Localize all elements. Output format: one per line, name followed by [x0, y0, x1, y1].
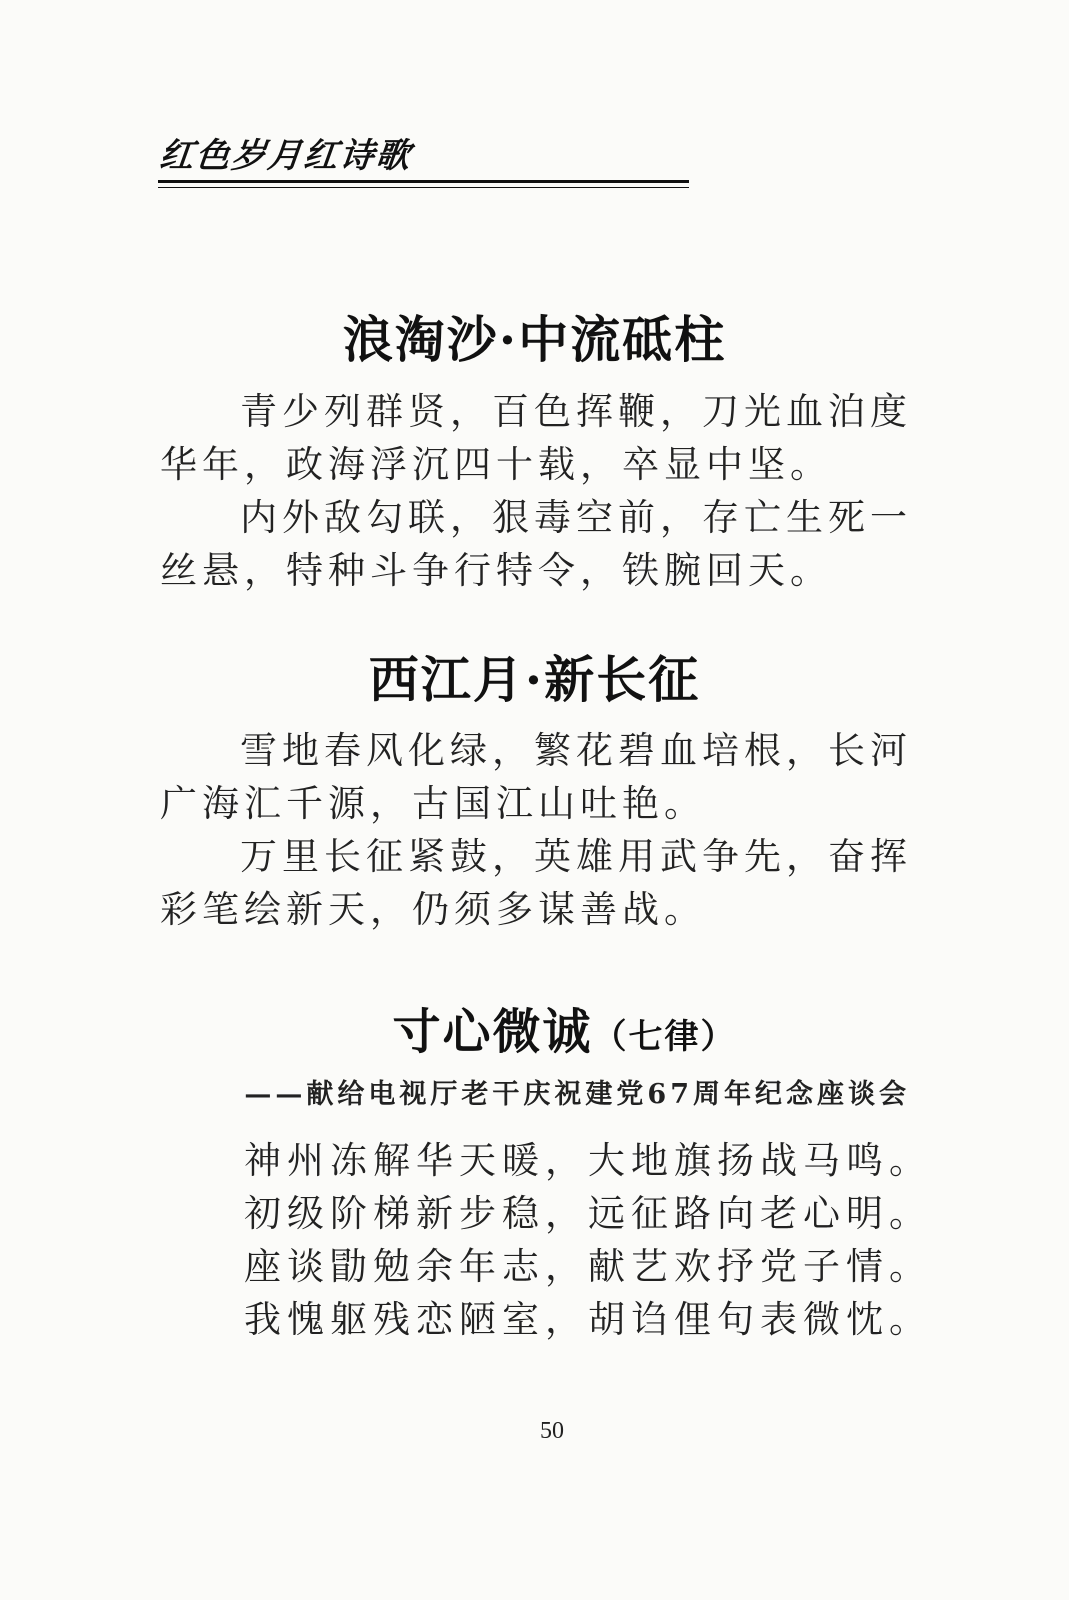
poem-2-stanza-1: 雪地春风化绿，繁花碧血培根，长河广海汇千源，古国江山吐艳。 — [160, 729, 912, 825]
verse-line: 初级阶梯新步稳，远征路向老心明。 — [244, 1192, 932, 1235]
verse-line: 神州冻解华天暖，大地旗扬战马鸣。 — [244, 1139, 932, 1182]
poem-1-stanza-2: 内外敌勾联，狠毒空前，存亡生死一丝悬，特种斗争行特令，铁腕回天。 — [160, 496, 912, 592]
poem-3-verse — [244, 1134, 932, 1346]
poem-1-title: 浪淘沙·中流砥柱 — [342, 310, 727, 369]
poem-3-title: 寸心微诚 — [392, 1004, 593, 1060]
poem-3-title-suffix: （七律） — [592, 1017, 737, 1057]
poem-3-subtitle: ——献给电视厅老干庆祝建党67周年纪念座谈会 — [244, 1079, 910, 1110]
header-rule-thick — [158, 180, 689, 183]
page-number: 50 — [540, 1418, 564, 1444]
poem-2-stanza-2: 万里长征紧鼓，英雄用武争先，奋挥彩笔绘新天，仍须多谋善战。 — [160, 835, 912, 931]
poem-2-title: 西江月·新长征 — [368, 650, 701, 709]
verse-line: 我愧躯残恋陋室，胡诌俚句表微忱。 — [244, 1298, 932, 1341]
poem-1-stanza-1: 青少列群贤，百色挥鞭，刀光血泊度华年，政海浮沉四十载，卒显中坚。 — [160, 390, 912, 486]
poem-3-title-block — [30, 993, 1069, 1062]
running-head-title: 红色岁月红诗歌 — [157, 136, 414, 176]
header-rule-thin — [158, 187, 689, 188]
verse-line: 座谈勖勉余年志，献艺欢抒党子情。 — [244, 1245, 932, 1288]
